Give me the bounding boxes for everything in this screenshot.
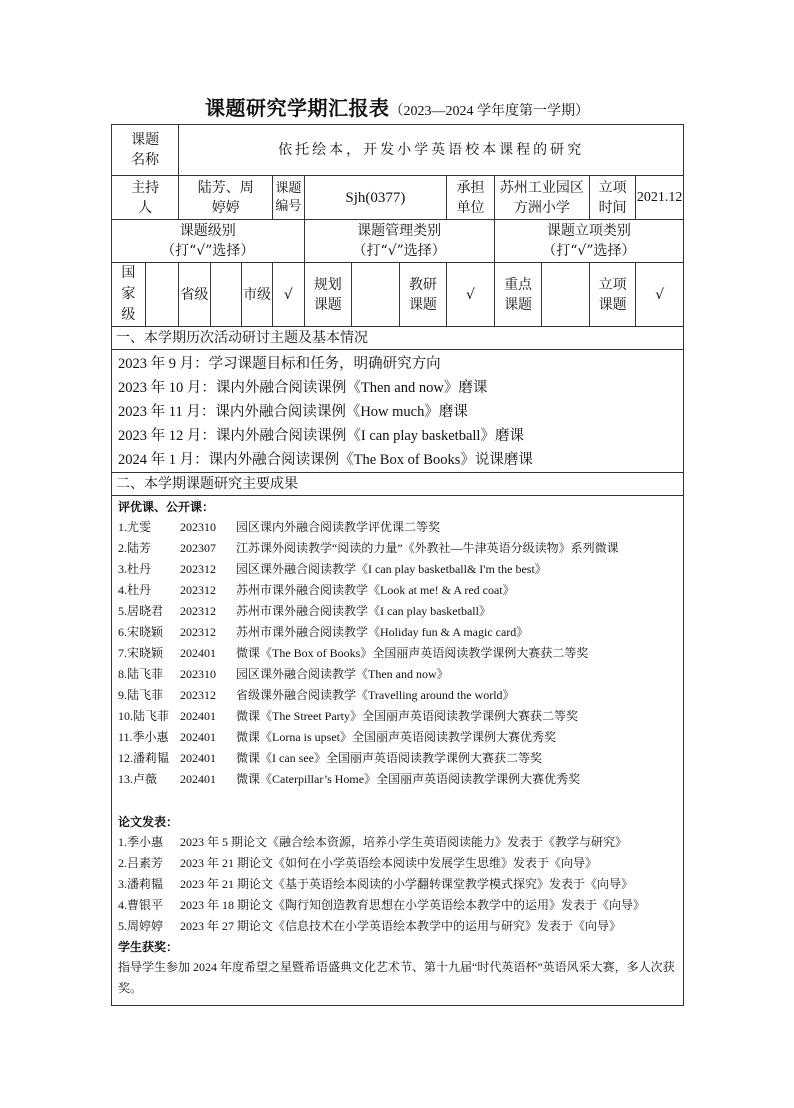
date-label: 立项 时间 [589, 176, 635, 220]
category-group-project [494, 220, 683, 263]
lesson-item [118, 727, 677, 748]
paper-item [118, 874, 677, 895]
category-group-hint: （打“√”选择） [542, 243, 636, 259]
lesson-teacher: 2.陆芳 [118, 541, 152, 555]
lesson-description: 微课《Lorna is upset》全国丽声英语阅读教学课例大赛优秀奖 [236, 730, 556, 744]
lesson-description: 苏州市课外融合阅读教学《Look at me! & A red coat》 [236, 583, 515, 597]
host-value: 陆芳、周 婷婷 [179, 176, 273, 220]
lesson-date: 202310 [180, 667, 216, 681]
title-subtitle: （2023—2024 学年度第一学期） [389, 104, 589, 119]
title-main: 课题研究学期汇报表 [205, 96, 390, 120]
activity-item: 2023 年 9 月：学习课题目标和任务，明确研究方向 [118, 356, 441, 372]
option-approved-check[interactable]: √ [636, 263, 684, 327]
category-group-management [304, 220, 494, 263]
lesson-teacher: 9.陆飞菲 [118, 688, 164, 702]
lesson-date: 202312 [180, 583, 216, 597]
lessons-heading: 评优课、公开课： [118, 500, 215, 514]
option-key-label: 重点 课题 [494, 263, 542, 327]
date-value: 2021.12 [636, 176, 684, 220]
lesson-item [118, 517, 677, 538]
lesson-description: 苏州市课外融合阅读教学《Holiday fun & A magic card》 [236, 625, 529, 639]
option-teaching-label: 教研 课题 [399, 263, 447, 327]
category-group-title: 课题立项类别 [546, 223, 631, 239]
paper-author: 5.周婷婷 [118, 919, 164, 933]
lesson-item [118, 580, 677, 601]
lesson-date: 202401 [180, 709, 216, 723]
lesson-item [118, 538, 677, 559]
paper-description: 2023 年 27 期论文《信息技术在小学英语绘本教学中的运用与研究》发表于《向导》 [180, 919, 622, 933]
lesson-item [118, 601, 677, 622]
paper-description: 2023 年 5 期论文《融合绘本资源，培养小学生英语阅读能力》发表于《教学与研究》 [180, 835, 628, 849]
lesson-description: 园区课内外融合阅读教学评优课二等奖 [236, 520, 441, 534]
lesson-date: 202307 [180, 541, 216, 555]
lesson-date: 202401 [180, 730, 216, 744]
lesson-item [118, 748, 677, 769]
option-provincial-check[interactable] [210, 263, 241, 327]
lesson-date: 202312 [180, 604, 216, 618]
category-group-hint: （打“√”选择） [352, 243, 446, 259]
option-provincial-label: 省级 [179, 263, 210, 327]
lesson-teacher: 10.陆飞菲 [118, 709, 170, 723]
lesson-teacher: 13.卢薇 [118, 772, 158, 786]
paper-item [118, 832, 677, 853]
awards-text: 指导学生参加 2024 年度希望之星暨希语盛典文化艺术节、第十九届“时代英语杯”英语风采大赛，多人次获奖。 [118, 960, 675, 995]
lesson-description: 苏州市课外融合阅读教学《I can play basketball》 [236, 604, 491, 618]
paper-item [118, 895, 677, 916]
lesson-description: 微课《The Street Party》全国丽声英语阅读教学课例大赛获二等奖 [236, 709, 578, 723]
activity-item: 2023 年 10 月：课内外融合阅读课例《Then and now》磨课 [118, 380, 488, 396]
section1-body-row [112, 350, 684, 473]
lesson-item [118, 664, 677, 685]
paper-author: 3.潘莉韫 [118, 877, 164, 891]
lesson-item [118, 706, 677, 727]
lesson-description: 微课《The Box of Books》全国丽声英语阅读教学课例大赛获二等奖 [236, 646, 589, 660]
section1-heading: 一、本学期历次活动研讨主题及基本情况 [112, 327, 684, 350]
code-value: Sjh(0377) [304, 176, 447, 220]
lessons-list [118, 517, 677, 790]
lesson-teacher: 3.杜丹 [118, 562, 152, 576]
lesson-item [118, 685, 677, 706]
lesson-date: 202401 [180, 646, 216, 660]
lesson-teacher: 8.陆飞菲 [118, 667, 164, 681]
lesson-teacher: 11.季小惠 [118, 730, 169, 744]
lesson-date: 202312 [180, 625, 216, 639]
paper-item [118, 916, 677, 937]
lesson-description: 园区课外融合阅读教学《Then and now》 [236, 667, 449, 681]
lesson-description: 微课《I can see》全国丽声英语阅读教学课例大赛获二等奖 [236, 751, 542, 765]
category-header-row [112, 220, 684, 263]
unit-label: 承担 单位 [447, 176, 495, 220]
lesson-teacher: 4.杜丹 [118, 583, 152, 597]
paper-author: 1.季小惠 [118, 835, 164, 849]
activity-item: 2024 年 1 月：课内外融合阅读课例《The Box of Books》说课磨课 [118, 452, 533, 468]
option-national-check[interactable] [145, 263, 179, 327]
code-label: 课题 编号 [273, 176, 304, 220]
lesson-item [118, 769, 677, 790]
lesson-description: 微课《Caterpillar’s Home》全国丽声英语阅读教学课例大赛优秀奖 [236, 772, 581, 786]
option-city-label: 市级 [241, 263, 272, 327]
section1-list [112, 350, 684, 473]
paper-item [118, 853, 677, 874]
lesson-teacher: 1.尤雯 [118, 520, 152, 534]
section2-heading: 二、本学期课题研究主要成果 [112, 473, 684, 496]
spacer [118, 790, 677, 812]
awards-heading: 学生获奖： [118, 940, 179, 954]
lesson-date: 202310 [180, 520, 216, 534]
activity-item: 2023 年 12 月：课内外融合阅读课例《I can play basketball》磨课 [118, 428, 524, 444]
report-table [111, 124, 684, 1006]
paper-author: 2.吕素芳 [118, 856, 164, 870]
lesson-description: 省级课外融合阅读教学《Travelling around the world》 [236, 688, 515, 702]
lesson-teacher: 12.潘莉韫 [118, 751, 170, 765]
topic-value: 依托绘本，开发小学英语校本课程的研究 [179, 125, 684, 176]
lesson-description: 园区课外融合阅读教学《I can play basketball& I'm the best》 [236, 562, 547, 576]
paper-description: 2023 年 21 期论文《基于英语绘本阅读的小学翻转课堂教学模式探究》发表于《向导》 [180, 877, 634, 891]
lesson-date: 202312 [180, 688, 216, 702]
unit-value: 苏州工业园区 方洲小学 [494, 176, 589, 220]
papers-heading: 论文发表： [118, 815, 179, 829]
category-options-row [112, 263, 684, 327]
paper-description: 2023 年 18 期论文《陶行知创造教育思想在小学英语绘本教学中的运用》发表于《向导》 [180, 898, 646, 912]
document-title [0, 92, 794, 121]
option-national-label: 国 家 级 [112, 263, 146, 327]
option-planning-label: 规划 课题 [304, 263, 352, 327]
category-group-title: 课题级别 [179, 223, 236, 239]
option-city-check[interactable]: √ [273, 263, 304, 327]
lesson-teacher: 7.宋晓颖 [118, 646, 164, 660]
category-group-level [112, 220, 305, 263]
host-label: 主持 人 [112, 176, 179, 220]
paper-author: 4.曹银平 [118, 898, 164, 912]
topic-row [112, 125, 684, 176]
section2-body-row [112, 496, 684, 1006]
option-approved-label: 立项 课题 [589, 263, 635, 327]
lesson-description: 江苏课外阅读教学“阅读的力量”《外教社—牛津英语分级读物》系列微课 [236, 541, 619, 555]
topic-label: 课题 名称 [112, 125, 179, 176]
papers-list [118, 832, 677, 937]
lesson-date: 202312 [180, 562, 216, 576]
host-row [112, 176, 684, 220]
category-group-title: 课题管理类别 [357, 223, 442, 239]
lesson-item [118, 559, 677, 580]
activity-item: 2023 年 11 月：课内外融合阅读课例《How much》磨课 [118, 404, 468, 420]
section2-body [112, 496, 684, 1006]
section2-heading-row [112, 473, 684, 496]
paper-description: 2023 年 21 期论文《如何在小学英语绘本阅读中发展学生思维》发表于《向导》 [180, 856, 598, 870]
option-key-check[interactable] [542, 263, 590, 327]
lesson-item [118, 622, 677, 643]
category-group-hint: （打“√”选择） [161, 243, 255, 259]
section1-heading-row [112, 327, 684, 350]
option-planning-check[interactable] [352, 263, 400, 327]
option-teaching-check[interactable]: √ [447, 263, 495, 327]
lesson-teacher: 5.居晓君 [118, 604, 164, 618]
lesson-item [118, 643, 677, 664]
lesson-date: 202401 [180, 751, 216, 765]
lesson-date: 202401 [180, 772, 216, 786]
lesson-teacher: 6.宋晓颖 [118, 625, 164, 639]
